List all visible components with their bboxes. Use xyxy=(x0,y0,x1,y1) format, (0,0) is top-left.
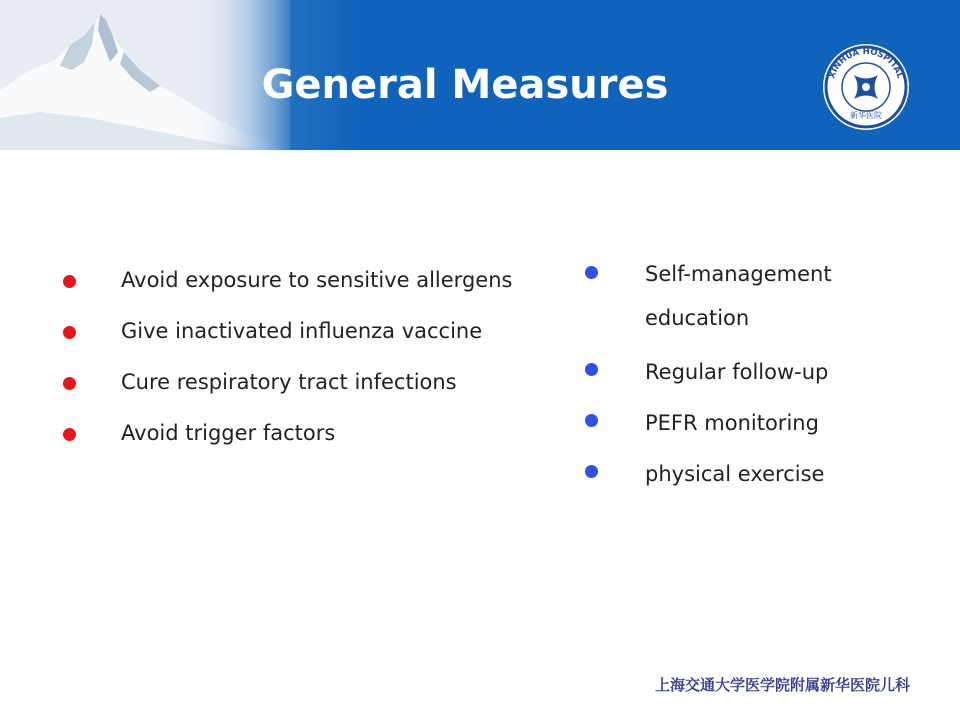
hospital-logo xyxy=(821,42,911,132)
logo-text: XINHUA HOSPITAL xyxy=(827,46,905,80)
footer-text: 上海交通大学医学院附属新华医院儿科 xyxy=(654,676,910,694)
logo-chinese: 新华医院 xyxy=(850,111,882,120)
red-bullet-icon xyxy=(63,275,76,288)
list-item-text: PEFR monitoring xyxy=(645,411,819,435)
list-item-text: Cure respiratory tract infections xyxy=(121,370,457,394)
list-item-text: Avoid exposure to sensitive allergens xyxy=(121,268,513,292)
red-bullet-icon xyxy=(63,377,76,390)
slide-title: General Measures xyxy=(261,62,669,108)
list-item-text: Give inactivated influenza vaccine xyxy=(121,319,483,343)
blue-bullet-icon xyxy=(585,363,598,376)
list-item-text-continued: education xyxy=(645,306,750,330)
red-bullet-icon xyxy=(63,428,76,441)
red-bullet-icon xyxy=(63,326,76,339)
header-banner xyxy=(0,0,960,150)
blue-bullet-icon xyxy=(585,414,598,427)
blue-bullet-icon xyxy=(585,266,598,279)
list-item-text: Regular follow-up xyxy=(645,360,829,384)
list-item-text: Avoid trigger factors xyxy=(121,421,336,445)
list-item-text: physical exercise xyxy=(645,462,825,486)
list-item-text: Self-management xyxy=(645,262,832,286)
blue-bullet-icon xyxy=(585,465,598,478)
